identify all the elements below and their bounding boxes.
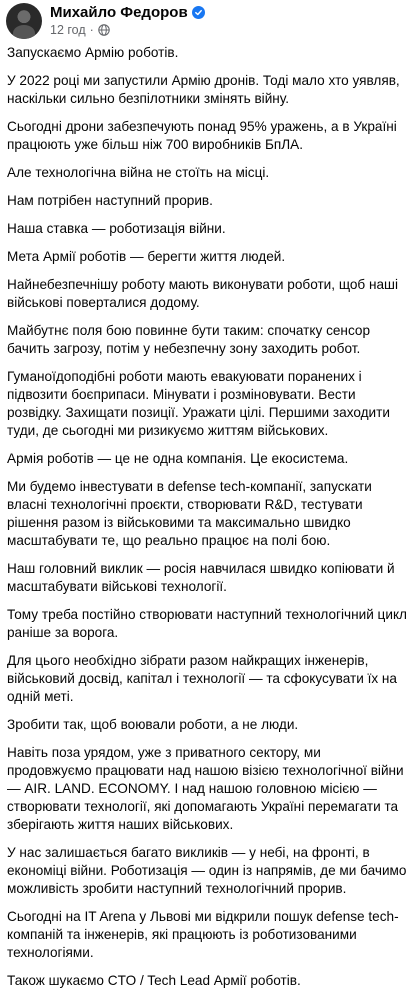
post-paragraph: Найнебезпечнішу роботу мають виконувати роботи, щоб наші військові поверталися додому.	[7, 277, 398, 310]
post-timestamp[interactable]: 12 год	[50, 23, 86, 37]
post-paragraph: Для цього необхідно зібрати разом найкращих інженерів, військовий досвід, капітал і технології — та сфокусувати їх на одній меті.	[7, 653, 397, 704]
post-paragraph: У 2022 році ми запустили Армію дронів. Тоді мало хто уявляв, наскільки сильно безпілотники змінять війну.	[7, 73, 400, 106]
post-paragraph: Гуманоїдоподібні роботи мають евакуювати поранених і підвозити боєприпаси. Мінувати і розміновувати. Вести розвідку. Захищати позиції. Уражати цілі. Першими заходити туди, де сьогодні ми ризикуємо життям військових.	[7, 369, 390, 438]
author-name-row	[50, 4, 205, 21]
post-paragraph: Нам потрібен наступний прорив.	[7, 193, 213, 208]
post-meta	[50, 23, 110, 37]
post-paragraph: Але технологічна війна не стоїть на місці.	[7, 165, 270, 180]
post-paragraph: Сьогодні дрони забезпечують понад 95% уражень, а в Україні працюють уже більш ніж 700 виробників БпЛА.	[7, 119, 397, 152]
post-body	[0, 44, 415, 990]
globe-icon	[98, 24, 110, 36]
post-paragraph: У нас залишається багато викликів — у небі, на фронті, в економіці війни. Роботизація — один із напрямів, де ми бачимо можливість зробити наступний технологічний прорив.	[7, 845, 407, 896]
post-paragraph: Наша ставка — роботизація війни.	[7, 221, 226, 236]
post-paragraph: Ми будемо інвестувати в defense tech-компанії, запускати власні технологічні проєкти, створювати R&D, тестувати рішення разом із військовими та максимально швидко масштабувати те, що реально працює на полі бою.	[7, 479, 372, 548]
post-paragraph: Майбутнє поля бою повинне бути таким: спочатку сенсор бачить загрозу, потім у небезпечну зону заходить робот.	[7, 323, 371, 356]
post-paragraph: Мета Армії роботів — берегти життя людей.	[7, 249, 286, 264]
post-paragraph: Армія роботів — це не одна компанія. Це екосистема.	[7, 451, 349, 466]
post-paragraph: Запускаємо Армію роботів.	[7, 45, 179, 60]
post-paragraph: Наш головний виклик — росія навчилася швидко копіювати й масштабувати військові технології.	[7, 561, 395, 594]
post-paragraph: Тому треба постійно створювати наступний технологічний цикл раніше за ворога.	[7, 607, 407, 640]
author-name[interactable]: Михайло Федоров	[50, 4, 188, 21]
author-avatar[interactable]	[6, 3, 42, 39]
post-header	[0, 0, 415, 44]
meta-separator: ·	[89, 23, 94, 37]
verified-badge-icon	[192, 6, 205, 19]
post-paragraph: Також шукаємо CTO / Tech Lead Армії роботів.	[7, 973, 301, 988]
post-paragraph: Зробити так, щоб воювали роботи, а не люди.	[7, 717, 299, 732]
post-paragraph: Сьогодні на IT Arena у Львові ми відкрили пошук defense tech-компаній та інженерів, які працюють із роботизованими технологіями.	[7, 909, 399, 960]
post-paragraph: Навіть поза урядом, уже з приватного сектору, ми продовжуємо працювати над нашою візією технологічної війни — AIR. LAND. ECONOMY. І над нашою головною місією — створювати технології, які допомагають Україні перемагати та зберігають життя наших військових.	[7, 745, 404, 832]
